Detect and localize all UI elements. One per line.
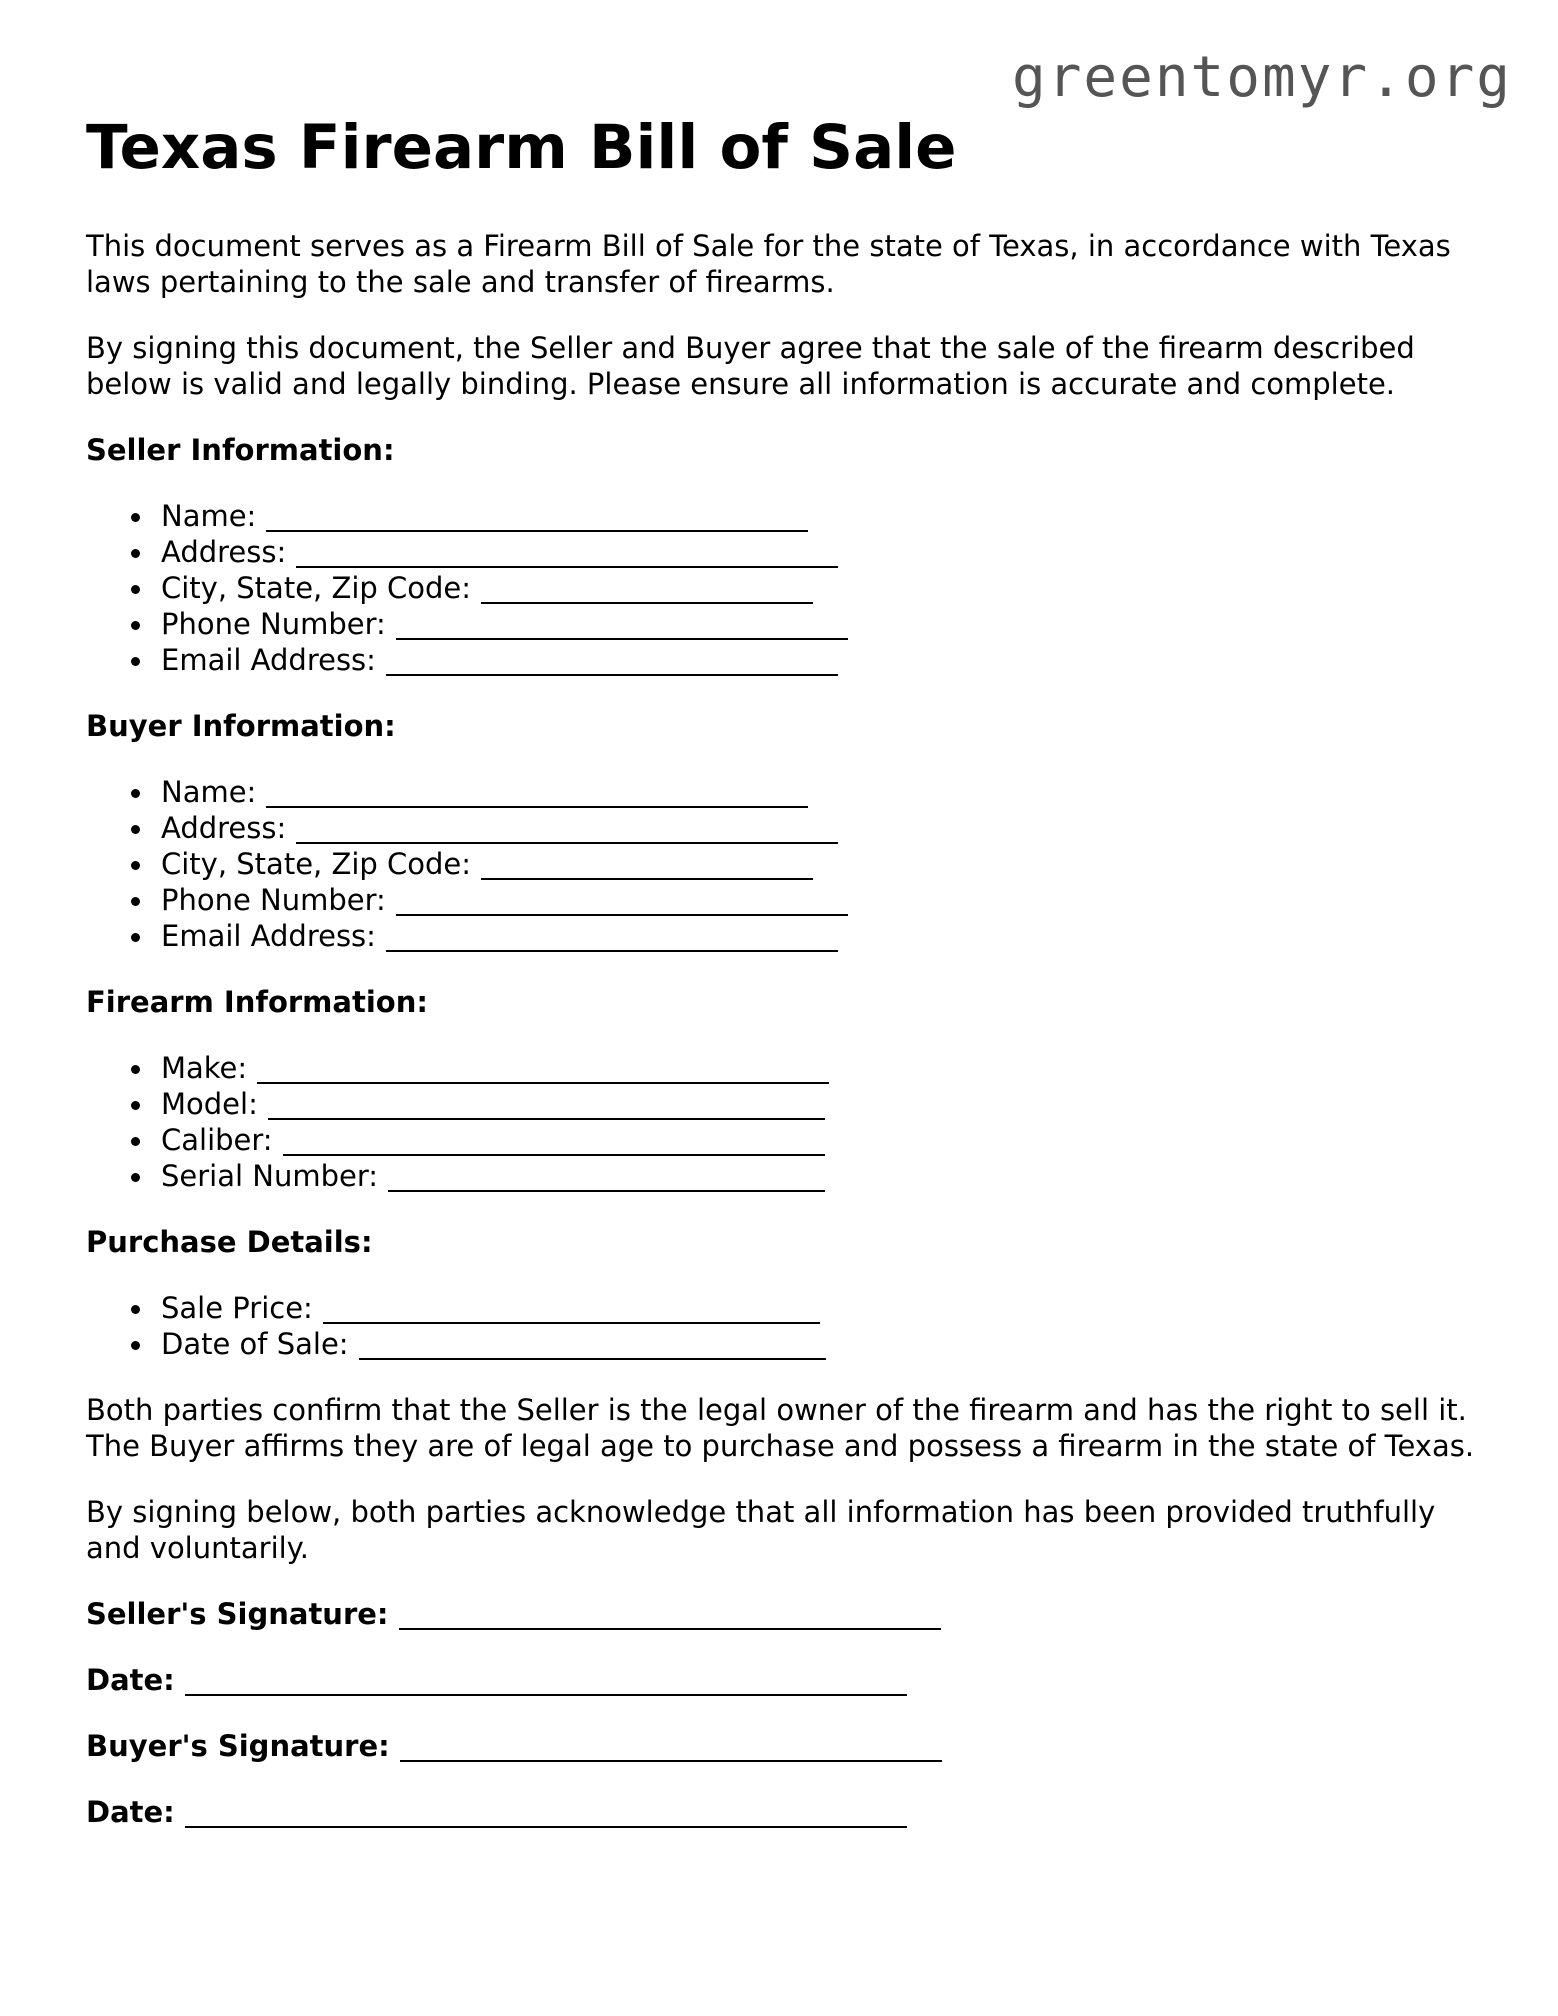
intro-paragraph: This document serves as a Firearm Bill of Sale for the state of Texas, in accordance with Texas laws pertaining to the sale and transfer of firearms. bbox=[86, 229, 1451, 299]
firearm-serial-number-field bbox=[86, 1158, 1486, 1194]
firearm-caliber-field bbox=[86, 1122, 1486, 1158]
firearm-model-blank[interactable] bbox=[268, 1090, 825, 1120]
buyer-phone-field bbox=[86, 882, 1486, 918]
buyer-signature-line bbox=[86, 1728, 1486, 1764]
document-page bbox=[86, 108, 1486, 1830]
ownership-confirmation-paragraph: Both parties confirm that the Seller is the legal owner of the firearm and has the right to sell it. The Buyer affirms they are of legal age to purchase and possess a firearm in the state of Texas. bbox=[86, 1393, 1475, 1463]
buyer-email-blank[interactable] bbox=[386, 922, 838, 952]
seller-city-state-zip-blank[interactable] bbox=[481, 574, 813, 604]
buyer-email-field bbox=[86, 918, 1486, 954]
buyer-city-state-zip-field bbox=[86, 846, 1486, 882]
purchase-field-list bbox=[86, 1290, 1486, 1362]
sale-price-blank[interactable] bbox=[323, 1294, 820, 1324]
field-label: Name: bbox=[161, 775, 257, 809]
firearm-model-field bbox=[86, 1086, 1486, 1122]
buyer-date-line bbox=[86, 1794, 1486, 1830]
watermark: greentomyr.org bbox=[1011, 45, 1512, 110]
date-of-sale-field bbox=[86, 1326, 1486, 1362]
field-label: Serial Number: bbox=[161, 1159, 379, 1193]
document-title: Texas Firearm Bill of Sale bbox=[86, 112, 957, 183]
seller-signature-line bbox=[86, 1596, 1486, 1632]
seller-date-label: Date: bbox=[86, 1663, 175, 1697]
seller-date-line bbox=[86, 1662, 1486, 1698]
field-label: Name: bbox=[161, 499, 257, 533]
seller-field-list bbox=[86, 498, 1486, 678]
purchase-section-heading: Purchase Details: bbox=[86, 1225, 373, 1259]
field-label: Address: bbox=[161, 811, 287, 845]
seller-address-field bbox=[86, 534, 1486, 570]
field-label: Sale Price: bbox=[161, 1291, 313, 1325]
seller-phone-field bbox=[86, 606, 1486, 642]
buyer-name-field bbox=[86, 774, 1486, 810]
seller-address-blank[interactable] bbox=[296, 538, 838, 568]
seller-signature-label: Seller's Signature: bbox=[86, 1597, 389, 1631]
field-label: Phone Number: bbox=[161, 607, 386, 641]
seller-email-field bbox=[86, 642, 1486, 678]
buyer-phone-blank[interactable] bbox=[396, 886, 848, 916]
firearm-caliber-blank[interactable] bbox=[283, 1126, 825, 1156]
seller-city-state-zip-field bbox=[86, 570, 1486, 606]
buyer-field-list bbox=[86, 774, 1486, 954]
field-label: City, State, Zip Code: bbox=[161, 571, 472, 605]
intro-paragraph: By signing this document, the Seller and Buyer agree that the sale of the firearm described below is valid and legally binding. Please ensure all information is accurate and complete. bbox=[86, 331, 1415, 401]
firearm-section-heading: Firearm Information: bbox=[86, 985, 428, 1019]
field-label: Caliber: bbox=[161, 1123, 273, 1157]
seller-email-blank[interactable] bbox=[386, 646, 838, 676]
seller-section-heading: Seller Information: bbox=[86, 433, 395, 467]
field-label: Date of Sale: bbox=[161, 1327, 349, 1361]
acknowledgement-paragraph: By signing below, both parties acknowledge that all information has been provided truthfully and voluntarily. bbox=[86, 1495, 1436, 1565]
field-label: Email Address: bbox=[161, 919, 376, 953]
buyer-date-blank[interactable] bbox=[185, 1798, 907, 1828]
field-label: Email Address: bbox=[161, 643, 376, 677]
buyer-date-label: Date: bbox=[86, 1795, 175, 1829]
field-label: Phone Number: bbox=[161, 883, 386, 917]
seller-date-blank[interactable] bbox=[185, 1666, 907, 1696]
buyer-address-field bbox=[86, 810, 1486, 846]
field-label: Model: bbox=[161, 1087, 258, 1121]
field-label: Address: bbox=[161, 535, 287, 569]
sale-price-field bbox=[86, 1290, 1486, 1326]
date-of-sale-blank[interactable] bbox=[359, 1330, 826, 1360]
seller-signature-blank[interactable] bbox=[399, 1600, 941, 1630]
buyer-address-blank[interactable] bbox=[296, 814, 838, 844]
seller-name-field bbox=[86, 498, 1486, 534]
firearm-make-field bbox=[86, 1050, 1486, 1086]
firearm-field-list bbox=[86, 1050, 1486, 1194]
firearm-make-blank[interactable] bbox=[257, 1054, 829, 1084]
seller-name-blank[interactable] bbox=[266, 502, 808, 532]
buyer-name-blank[interactable] bbox=[266, 778, 808, 808]
seller-phone-blank[interactable] bbox=[396, 610, 848, 640]
buyer-section-heading: Buyer Information: bbox=[86, 709, 396, 743]
field-label: Make: bbox=[161, 1051, 248, 1085]
buyer-signature-blank[interactable] bbox=[400, 1732, 942, 1762]
firearm-serial-number-blank[interactable] bbox=[388, 1162, 825, 1192]
buyer-city-state-zip-blank[interactable] bbox=[481, 850, 813, 880]
buyer-signature-label: Buyer's Signature: bbox=[86, 1729, 390, 1763]
field-label: City, State, Zip Code: bbox=[161, 847, 472, 881]
